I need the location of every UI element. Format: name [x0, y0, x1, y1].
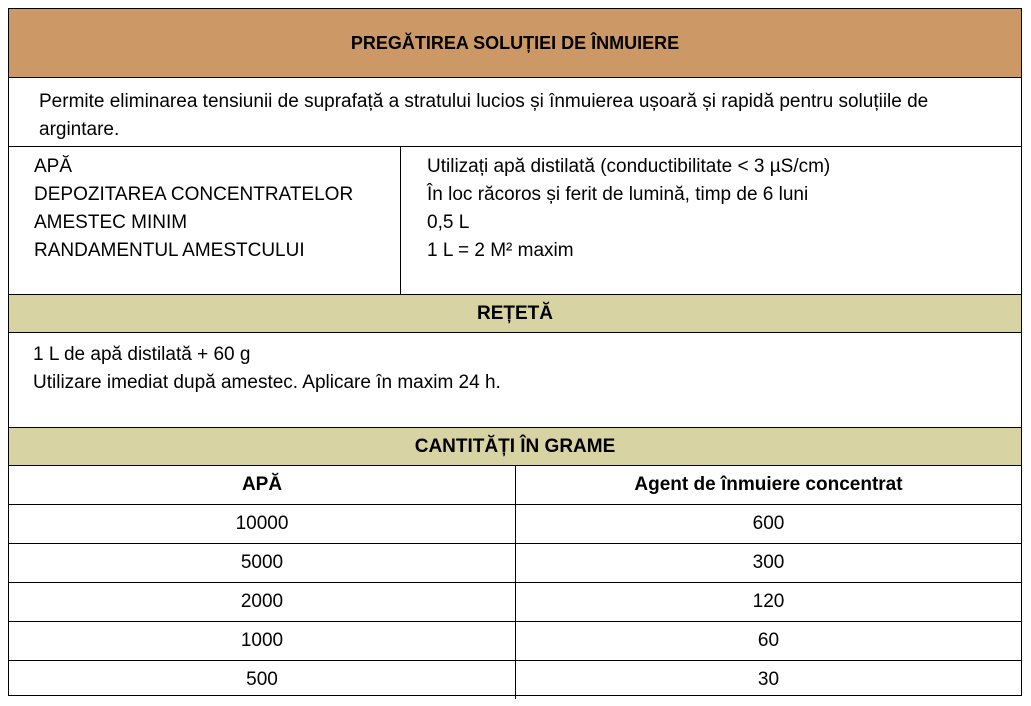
cell-agent: 600 — [752, 513, 785, 534]
reteta-header-text: REȚETĂ — [477, 302, 553, 324]
cell-water: 5000 — [9, 544, 516, 582]
reteta-line: Utilizare imediat după amestec. Aplicare în maxim 24 h. — [33, 372, 501, 393]
table-row — [9, 544, 1021, 583]
table-row — [9, 505, 1021, 544]
column-header-agent: Agent de înmuiere concentrat — [634, 474, 903, 495]
table-row — [9, 661, 1021, 699]
table-row — [9, 583, 1021, 622]
cell-agent: 300 — [752, 552, 785, 573]
property-value-min-mix: 0,5 L — [427, 212, 470, 233]
property-value-storage: În loc răcoros și ferit de lumină, timp de 6 luni — [427, 184, 809, 205]
properties-labels — [9, 147, 401, 294]
property-label-min-mix: AMESTEC MINIM — [34, 212, 188, 233]
property-label-water: APĂ — [34, 156, 73, 177]
cell-water: 10000 — [9, 505, 516, 543]
cell-agent: 120 — [752, 591, 785, 612]
quantities-header — [9, 428, 1021, 466]
reteta-header — [9, 295, 1021, 333]
page-title — [9, 9, 1021, 78]
properties-block — [9, 147, 1021, 295]
column-header-water: APĂ — [9, 466, 516, 504]
reteta-line: 1 L de apă distilată + 60 g — [33, 344, 251, 365]
reteta-body — [9, 333, 1021, 428]
cell-agent: 30 — [757, 669, 780, 690]
property-value-yield: 1 L = 2 M² maxim — [427, 240, 574, 261]
quantities-table — [9, 466, 1021, 699]
datasheet-table — [8, 8, 1022, 696]
intro-text: Permite eliminarea tensiunii de suprafață a stratului lucios și înmuierea ușoară și rapidă pentru soluțiile de argintare. — [9, 78, 1021, 147]
property-value-water: Utilizați apă distilată (conductibilitate < 3 µS/cm) — [427, 156, 831, 177]
quantities-header-text: CANTITĂȚI ÎN GRAME — [414, 435, 616, 457]
cell-water: 2000 — [9, 583, 516, 621]
properties-values — [401, 147, 1021, 294]
cell-water: 1000 — [9, 622, 516, 660]
property-label-yield: RANDAMENTUL AMESTCULUI — [34, 240, 305, 261]
cell-water: 500 — [9, 661, 516, 699]
table-header-row — [9, 466, 1021, 505]
cell-agent: 60 — [757, 630, 780, 651]
table-row — [9, 622, 1021, 661]
title-text: PREGĂTIREA SOLUȚIEI DE ÎNMUIERE — [350, 32, 680, 53]
property-label-storage: DEPOZITAREA CONCENTRATELOR — [34, 184, 354, 205]
